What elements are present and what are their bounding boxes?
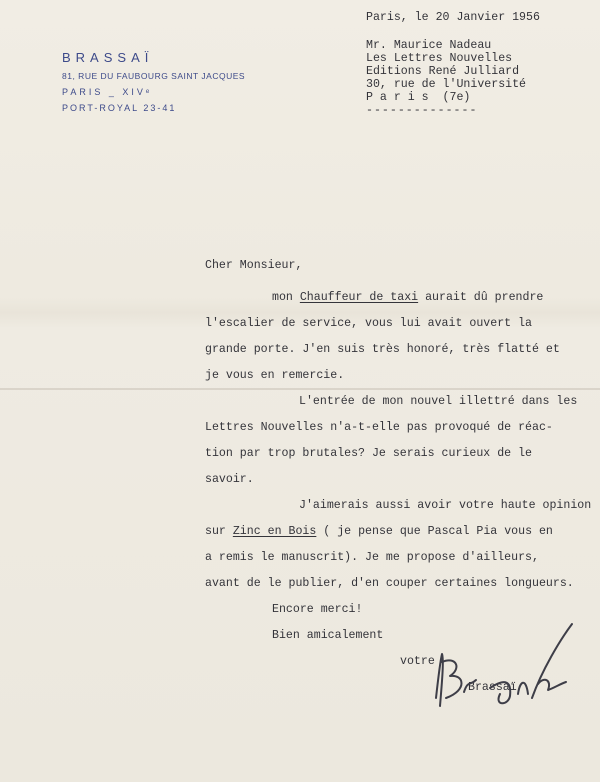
typed-name: Brassaï: [468, 681, 517, 694]
letterhead: [62, 50, 245, 119]
body-line: tion par trop brutales? Je serais curieux de le: [205, 447, 532, 460]
paper-fold: [0, 388, 600, 390]
closing-thanks: Encore merci!: [272, 603, 363, 616]
body-line: a remis le manuscrit). Je me propose d'ailleurs,: [205, 551, 539, 564]
letter-date: Paris, le 20 Janvier 1956: [366, 11, 540, 24]
body-line: l'escalier de service, vous lui avait ouvert la: [205, 317, 532, 330]
letterhead-street: 81, RUE DU FAUBOURG SAINT JACQUES: [62, 71, 246, 81]
body-line: L'entrée de mon nouvel illettré dans les: [299, 395, 578, 408]
letterhead-name: BRASSAÏ: [62, 50, 154, 65]
body-line: mon Chauffeur de taxi aurait dû prendre: [272, 291, 544, 304]
recipient-line: P a r i s (7e): [366, 91, 471, 104]
closing-votre: votre: [400, 655, 435, 668]
letterhead-city: PARIS _ XIVᵉ: [62, 87, 153, 97]
underlined-title: Chauffeur de taxi: [299, 291, 419, 304]
body-line: savoir.: [205, 473, 254, 486]
body-line: grande porte. J'en suis très honoré, très flatté et: [205, 343, 560, 356]
recipient-line: Editions René Julliard: [366, 65, 520, 78]
body-line: Lettres Nouvelles n'a-t-elle pas provoqué de réac-: [205, 421, 553, 434]
closing-regards: Bien amicalement: [272, 629, 384, 642]
body-line: sur Zinc en Bois ( je pense que Pascal Pia vous en: [205, 525, 553, 538]
recipient-line: 30, rue de l'Université: [366, 78, 527, 91]
underlined-title: Zinc en Bois: [232, 525, 317, 538]
body-line: avant de le publier, d'en couper certaines longueurs.: [205, 577, 574, 590]
body-line: je vous en remercie.: [205, 369, 345, 382]
recipient-rule: --------------: [366, 104, 478, 117]
recipient-line: Mr. Maurice Nadeau: [366, 39, 492, 52]
body-line: J'aimerais aussi avoir votre haute opinion: [299, 499, 592, 512]
handwritten-signature: [420, 610, 590, 720]
letterhead-phone: PORT-ROYAL 23-41: [62, 103, 177, 113]
recipient-line: Les Lettres Nouvelles: [366, 52, 513, 65]
salutation: Cher Monsieur,: [205, 259, 303, 272]
